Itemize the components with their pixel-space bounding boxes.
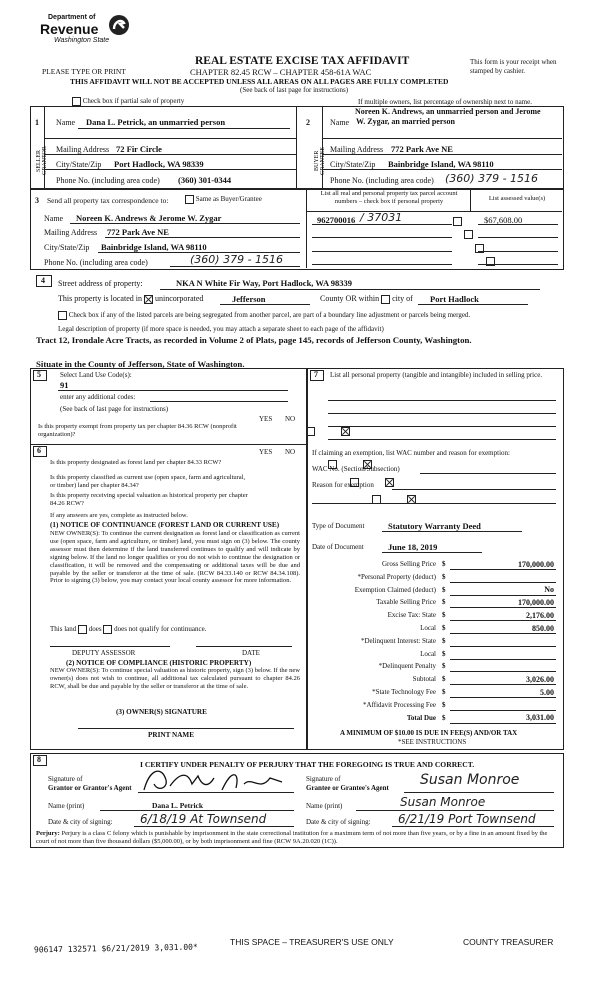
partial-sale-row [72, 97, 184, 106]
form-chapter: CHAPTER 82.45 RCW – CHAPTER 458-61A WAC [190, 67, 372, 77]
legal-description-2: Situate in the County of Jefferson, State of Washington. [36, 359, 245, 369]
county-within-row [320, 294, 413, 304]
notice2-title: (2) NOTICE OF COMPLIANCE (HISTORIC PROPERTY) [66, 659, 252, 667]
notice1-body: NEW OWNER(S): To continue the current designation as forest land or classification as current use (open space, farm and agriculture, or timber) land, you must sign on (3) below. The county assessor must then determine if the land transferred continues to qualify and will indicate by signing below. If the land no longer qualifies or you do not wish to continue the designation or classification, it will be removed and the compensating or additional taxes will be due and payable by the seller or transferor at the time of sale. (RCW 84.33.140 or RCW 84.34.108). Prior to signing (3) below, you may contact your local county assessor for more information. [50, 530, 300, 585]
treasurer-space-label: THIS SPACE – TREASURER'S USE ONLY [230, 937, 394, 947]
if-yes-note: If any answers are yes, complete as instructed below. [50, 512, 188, 519]
section6-no-header: NO [285, 448, 296, 456]
tax-row-label: Local [420, 624, 436, 632]
reason-label: Reason for exemption [312, 481, 374, 489]
section5-no-header: NO [285, 415, 296, 423]
correspondence-label: Send all property tax correspondence to: [47, 196, 169, 205]
land-use-label: Select Land Use Code(s): [60, 371, 132, 379]
buyer-name-2: W. Zygar, an married person [356, 117, 455, 126]
section5-see-back: (See back of last page for instructions) [60, 405, 169, 413]
section-5-number: 5 [37, 370, 41, 379]
tax-row-currency: $ [442, 585, 446, 594]
current-use-question: Is this property classified as current use (open space, farm and agricultural, or timber) land per chapter 84.34? [50, 474, 246, 489]
tax-row-value: No [544, 585, 554, 595]
seller-city-label: City/State/Zip [56, 160, 102, 169]
owner-signature-label: (3) OWNER(S) SIGNATURE [116, 708, 207, 716]
grantor-date-label: Date & city of signing: [48, 818, 113, 826]
forest-question: Is this property designated as forest land per chapter 84.33 RCW? [50, 459, 222, 466]
logo-state-text: Washington State [54, 37, 110, 44]
minimum-note: A MINIMUM OF $10.00 IS DUE IN FEE(S) AND/OR TAX [340, 729, 518, 737]
personal-property-label: List all personal property (tangible and intangible) included in selling price. [330, 371, 543, 379]
cashier-stamp: 906147 132571 $6/21/2019 3,031.00* [33, 942, 198, 955]
tax-row-currency: $ [442, 624, 446, 632]
same-as-buyer-label: Same as Buyer/Grantee [195, 195, 262, 204]
tax-row-label: Local [420, 649, 436, 658]
please-type: PLEASE TYPE OR PRINT [42, 67, 126, 76]
legal-description-1: Tract 12, Irondale Acre Tracts, as recorded in Volume 2 of Plats, page 145, records of Jefferson County, Washington. [36, 335, 472, 345]
deputy-assessor-label: DEPUTY ASSESSOR [72, 649, 136, 657]
corr-phone-label: Phone No. (including area code) [44, 258, 148, 267]
dor-logo [40, 14, 130, 54]
tax-row-currency: $ [442, 636, 446, 645]
section-3-number: 3 [35, 196, 39, 205]
tax-row-label: Exemption Claimed (deduct) [354, 585, 436, 594]
seller-name-label: Name [56, 118, 76, 127]
land-use-code: 91 [60, 380, 69, 390]
tax-row-label: Subtotal [412, 675, 436, 684]
section-2-number: 2 [306, 118, 310, 127]
see-back-note: (See back of last page for instructions) [240, 86, 349, 94]
corr-phone: (360) 379 - 1516 [190, 253, 284, 266]
street-label: Street address of property: [58, 279, 143, 288]
grantee-date-label: Date & city of signing: [306, 818, 371, 826]
section-6-number: 6 [37, 446, 41, 455]
parcel-personal-checkbox-3[interactable] [475, 244, 484, 253]
assessed-value: $67,608.00 [484, 215, 523, 225]
seller-phone-label: Phone No. (including area code) [56, 176, 160, 185]
grantee-sig-label-1: Signature of [306, 775, 341, 783]
section-1-number: 1 [35, 118, 39, 127]
doc-type: Statutory Warranty Deed [388, 521, 481, 531]
location-row [58, 294, 203, 304]
unincorporated-label: unincorporated [154, 294, 204, 303]
see-instructions-note: *SEE INSTRUCTIONS [398, 738, 467, 746]
county-name: Jefferson [232, 294, 266, 304]
section-4-number: 4 [41, 276, 45, 285]
tax-row-value: 5.00 [540, 687, 554, 697]
parcel-personal-checkbox-1[interactable] [453, 217, 462, 226]
parcel-number-handwritten: / 37031 [360, 211, 403, 224]
print-name-label: PRINT NAME [148, 731, 194, 739]
grantee-name: Susan Monroe [400, 795, 486, 809]
same-as-buyer [185, 195, 262, 204]
form-title: REAL ESTATE EXCISE TAX AFFIDAVIT [195, 55, 410, 67]
corr-name-label: Name [44, 214, 64, 223]
city-name: Port Hadlock [430, 294, 479, 304]
doc-type-label: Type of Document [312, 522, 365, 530]
buyer-city: Bainbridge Island, WA 98110 [388, 159, 494, 169]
corr-mailing-label: Mailing Address [44, 228, 98, 237]
grantee-signature: Susan Monroe [420, 772, 520, 788]
tax-row-label: *Delinquent Interest: State [360, 636, 436, 645]
historic-question: Is this property receiving special valuation as historical property per chapter 84.26 RCW? [50, 492, 248, 507]
form-warning: THIS AFFIDAVIT WILL NOT BE ACCEPTED UNLESS ALL AREAS ON ALL PAGES ARE FULLY COMPLETED [70, 77, 449, 86]
city-of-checkbox[interactable] [381, 295, 390, 304]
tax-row-label: Excise Tax: State [387, 611, 436, 620]
notice2-body: NEW OWNER(S): To continue special valuation as historic property, sign (3) below. If the new owner(s) does not wish to continue, all additional tax calculated pursuant to chapter 84.26 RCW, shall be due and payable by the seller or transferor at the time of sale. [50, 667, 300, 690]
tax-row-value: 170,000.00 [518, 597, 554, 607]
tax-row-label: *State Technology Fee [372, 688, 436, 696]
land-does-not-checkbox[interactable] [103, 625, 112, 634]
tax-row-value: 3,026.00 [526, 674, 554, 684]
tax-row-currency: $ [442, 713, 446, 722]
street-address: NKA N White Fir Way, Port Hadlock, WA 98339 [176, 278, 352, 288]
unincorporated-checkbox[interactable] [144, 295, 153, 304]
land-does-label: does [88, 625, 102, 634]
buyer-phone-label: Phone No. (including area code) [330, 176, 434, 185]
parcel-personal-checkbox-2[interactable] [464, 230, 473, 239]
tax-row-value: 850.00 [532, 623, 554, 633]
parcel-number: 962700016 [317, 215, 356, 225]
seller-mailing: 72 Fir Circle [116, 144, 162, 154]
seller-side-label: SELLER GRANTOR [36, 146, 48, 176]
logo-mark-icon [108, 14, 130, 36]
tax-row-label: Taxable Selling Price [376, 598, 436, 607]
tax-row-currency: $ [442, 662, 446, 671]
logo-revenue-text: Revenue [40, 21, 99, 37]
tax-row-value: 170,000.00 [518, 559, 554, 569]
exemption-label: If claiming an exemption, list WAC number and reason for exemption: [312, 449, 510, 457]
tax-row-label: *Personal Property (deduct) [357, 572, 436, 581]
deputy-date-label: DATE [242, 649, 260, 657]
tax-row-label: Total Due [406, 713, 436, 722]
assessed-header: List assessed value(s) [488, 195, 546, 202]
buyer-phone: (360) 379 - 1516 [445, 172, 539, 185]
perjury-text: Perjury is a class C felony which is punishable by imprisonment in the state correctional institution for a maximum term of not more than five years, or by a fine in an amount fixed by the court of not more than five thousand dollars ($5,000.00), or by both imprisonment and fine (RCW 9A.20.020 (1C)). [36, 830, 548, 845]
tax-row-currency: $ [442, 649, 446, 658]
partial-sale-label: Check box if partial sale of property [82, 97, 185, 106]
grantor-sig-label-2: Grantor or Grantor's Agent [48, 784, 132, 792]
perjury-label: Perjury: [36, 830, 60, 837]
receipt-note: This form is your receipt when stamped by cashier. [470, 58, 557, 75]
seller-mailing-label: Mailing Address [56, 145, 110, 154]
segregated-label: Check box if any of the listed parcels are being segregated from another parcel, are part of a boundary line adjustment or parcels being merged. [68, 311, 471, 320]
segregated-row [58, 311, 470, 320]
buyer-mailing-label: Mailing Address [330, 145, 384, 154]
tax-row-currency: $ [442, 700, 446, 709]
land-qualify-row [50, 625, 206, 634]
grantee-sig-label-2: Grantee or Grantee's Agent [306, 784, 389, 792]
tax-row-currency: $ [442, 675, 446, 684]
tax-row-currency: $ [442, 598, 446, 607]
logo-dept-text: Department of [48, 14, 96, 21]
segregated-checkbox[interactable] [58, 311, 67, 320]
located-label: This property is located in [58, 294, 142, 303]
legal-description-label: Legal description of property (if more space is needed, you may attach a separate sheet to each page of the affidavit) [58, 325, 384, 333]
section-7-number: 7 [314, 370, 318, 379]
seller-name: Dana L. Petrick, an unmarried person [86, 117, 226, 127]
seller-phone: (360) 301-0344 [178, 175, 232, 185]
this-land-label: This land [50, 625, 77, 634]
corr-city: Bainbridge Island, WA 98110 [101, 242, 207, 252]
seller-city: Port Hadlock, WA 98339 [114, 159, 204, 169]
grantor-name-label: Name (print) [48, 802, 85, 810]
certify-statement: I CERTIFY UNDER PENALTY OF PERJURY THAT THE FOREGOING IS TRUE AND CORRECT. [140, 760, 475, 769]
buyer-mailing: 772 Park Ave NE [391, 144, 453, 154]
tax-row-currency: $ [442, 572, 446, 581]
county-within-label: County OR within [320, 294, 380, 303]
same-as-buyer-checkbox[interactable] [185, 195, 194, 204]
exempt-question: Is this property exempt from property tax per chapter 84.36 RCW (nonprofit organization)? [38, 423, 237, 438]
tax-row-label: *Affidavit Processing Fee [363, 700, 436, 709]
tax-row-currency: $ [442, 611, 446, 620]
parcel-personal-checkbox-4[interactable] [486, 257, 495, 266]
buyer-name-label: Name [330, 118, 350, 127]
corr-city-label: City/State/Zip [44, 243, 90, 252]
grantor-name: Dana L. Petrick [152, 801, 204, 810]
county-treasurer-label: COUNTY TREASURER [463, 937, 554, 947]
section5-yes-header: YES [259, 415, 273, 423]
buyer-name-1: Noreen K. Andrews, an unmarried person and Jerome [355, 107, 541, 116]
buyer-side-label: BUYER GRANTEE [314, 147, 326, 175]
notice1-title: (1) NOTICE OF CONTINUANCE (FOREST LAND OR CURRENT USE) [50, 521, 280, 529]
tax-row-label: Gross Selling Price [381, 560, 436, 568]
parcel-header: List all real and personal property tax parcel account numbers – check box if personal property [320, 190, 458, 205]
grantor-signature-image [140, 762, 290, 796]
city-of-label: city of [392, 294, 413, 303]
land-does-not-label: does not qualify for continuance. [114, 625, 207, 634]
doc-date: June 18, 2019 [388, 542, 438, 552]
tax-row-value: 2,176.00 [526, 610, 554, 620]
grantor-sig-label-1: Signature of [48, 775, 83, 783]
tax-row-value: 3,031.00 [526, 713, 554, 723]
section-8-number: 8 [37, 755, 41, 764]
additional-codes-label: enter any additional codes: [60, 393, 136, 401]
section6-yes-header: YES [259, 448, 273, 456]
partial-sale-checkbox[interactable] [72, 97, 81, 106]
tax-row-currency: $ [442, 688, 446, 696]
doc-date-label: Date of Document [312, 543, 364, 551]
tax-row-currency: $ [442, 560, 446, 568]
grantor-date-city: 6/18/19 At Townsend [140, 812, 267, 826]
multiple-owners-note: If multiple owners, list percentage of ownership next to name. [358, 98, 532, 106]
grantee-date-city: 6/21/19 Port Townsend [398, 812, 536, 826]
buyer-city-label: City/State/Zip [330, 160, 376, 169]
corr-name: Noreen K. Andrews & Jerome W. Zygar [76, 213, 222, 223]
land-does-checkbox[interactable] [78, 625, 87, 634]
tax-row-label: *Delinquent Penalty [378, 662, 436, 671]
perjury-note [36, 830, 556, 846]
wac-label: WAC No. (Section/Subsection) [312, 465, 400, 473]
grantee-name-label: Name (print) [306, 802, 343, 810]
corr-mailing: 772 Park Ave NE [107, 227, 169, 237]
